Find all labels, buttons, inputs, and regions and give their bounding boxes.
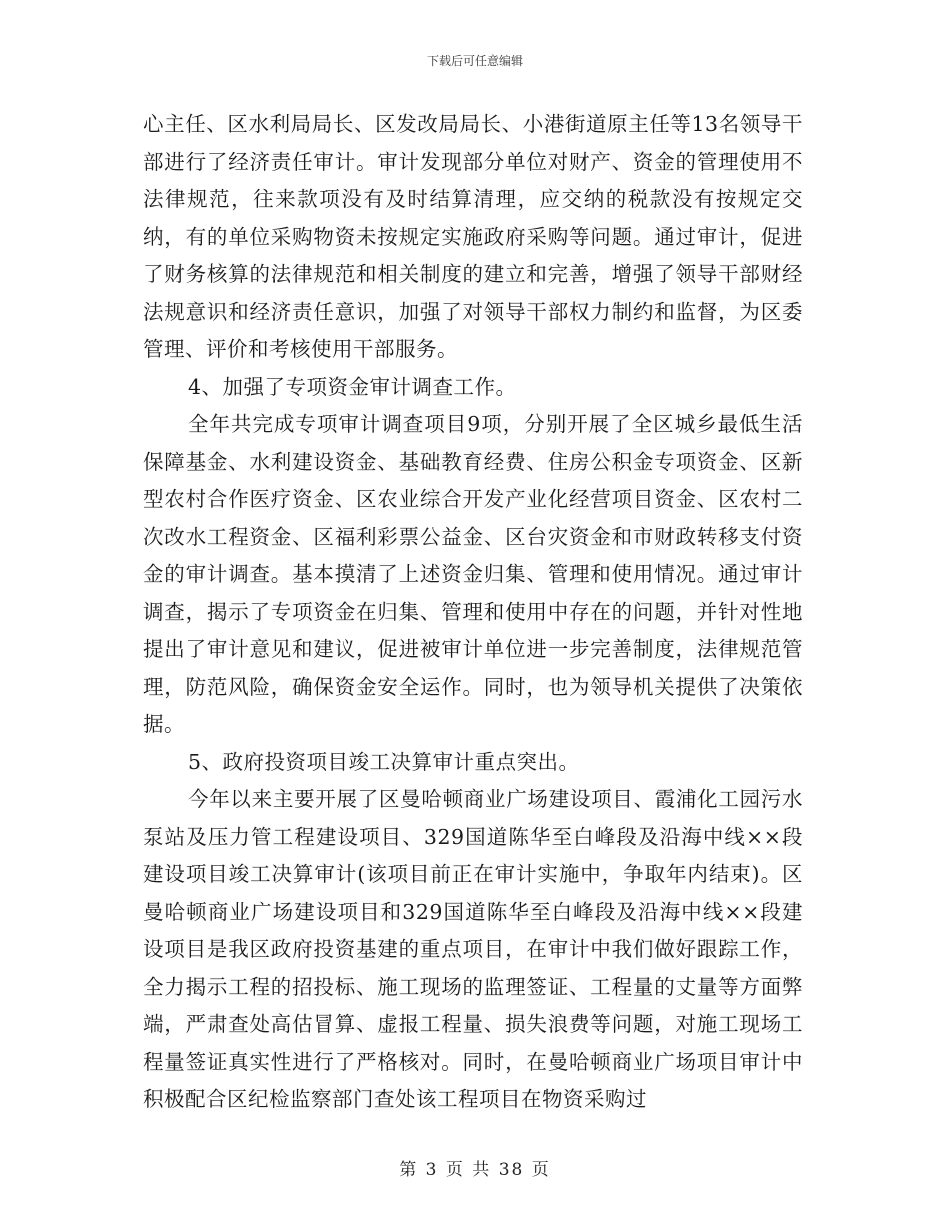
paragraph-special-funds: 全年共完成专项审计调查项目9项，分别开展了全区城乡最低生活保障基金、水利建设资金、基础教育经费、住房公积金专项资金、区新型农村合作医疗资金、区农业综合开发产业化经营项目资金、区农村二次改水工程资金、区福利彩票公益金、区台灾资金和市财政转移支付资金的审计调查。基本摸清了上述资金归集、管理和使用情况。通过审计调查，揭示了专项资金在归集、管理和使用中存在的问题，并针对性地提出了审计意见和建议，促进被审计单位进一步完善制度，法律规范管理，防范风险，确保资金安全运作。同时，也为领导机关提供了决策依据。 [143,412,803,736]
paragraph-audit-results: 心主任、区水利局局长、区发改局局长、小港街道原主任等13名领导干部进行了经济责任审计。审计发现部分单位对财产、资金的管理使用不法律规范，往来款项没有及时结算清理，应交纳的税款没有按规定交纳，有的单位采购物资未按规定实施政府采购等问题。通过审计，促进了财务核算的法律规范和相关制度的建立和完善，增强了领导干部财经法规意识和经济责任意识，加强了对领导干部权力制约和监督，为区委管理、评价和考核使用干部服务。 [143,112,803,361]
paragraph-investment-projects: 今年以来主要开展了区曼哈顿商业广场建设项目、霞浦化工园污水泵站及压力管工程建设项目、329国道陈华至白峰段及沿海中线××段建设项目竣工决算审计(该项目前正在审计实施中，争取年内结束)。区曼哈顿商业广场建设项目和329国道陈华至白峰段及沿海中线××段建设项目是我区政府投资基建的重点项目，在审计中我们做好跟踪工作，全力揭示工程的招投标、施工现场的监理签证、工程量的丈量等方面弊端，严肃查处高估冒算、虚报工程量、损失浪费等问题，对施工现场工程量签证真实性进行了严格核对。同时，在曼哈顿商业广场项目审计中积极配合区纪检监察部门查处该工程项目在物资采购过 [143,787,803,1111]
page-header: 下载后可任意编辑 [426,54,523,68]
page-number-footer: 第 3 页 共 38 页 [399,1160,551,1180]
section-heading-4: 4、加强了专项资金审计调查工作。 [188,374,517,399]
section-heading-5: 5、政府投资项目竣工决算审计重点突出。 [188,749,580,774]
document-body [143,106,803,1119]
